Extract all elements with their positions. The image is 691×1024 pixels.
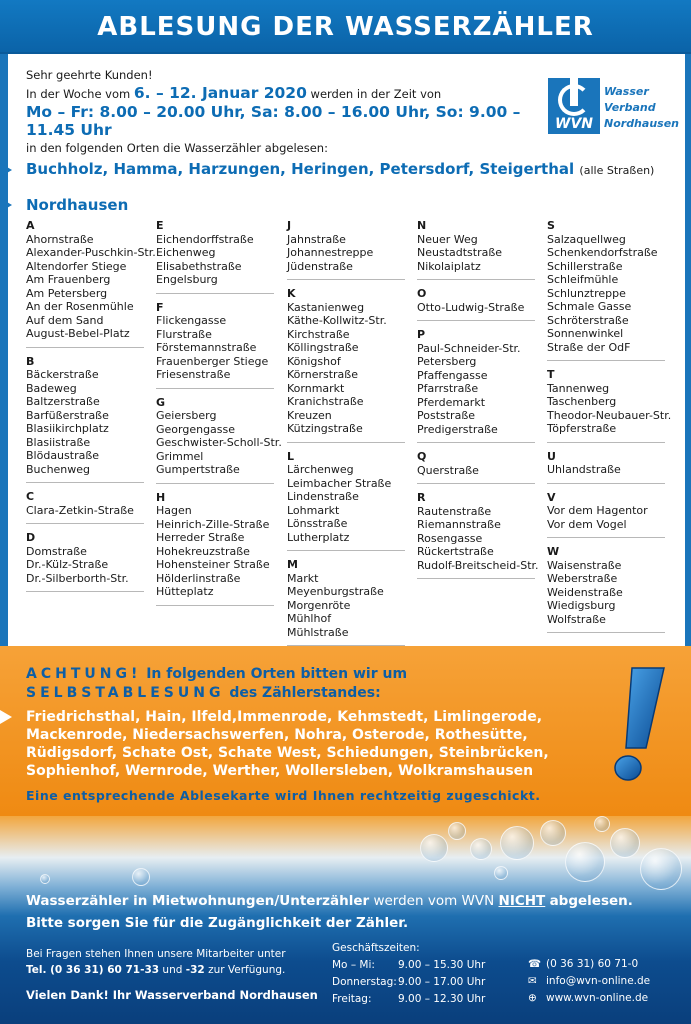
street-name: Förstemannstraße bbox=[156, 341, 257, 354]
street-name: August-Bebel-Platz bbox=[26, 327, 130, 340]
street-name: Dr.-Külz-Straße bbox=[26, 558, 109, 571]
street-name: Petersberg bbox=[417, 355, 477, 368]
street-name: Lohmarkt bbox=[287, 503, 340, 517]
street-name: Schillerstraße bbox=[547, 259, 623, 273]
group-letter: K bbox=[287, 287, 296, 300]
street-name: Flurstraße bbox=[156, 327, 212, 341]
street-name: Salzaquellweg bbox=[547, 232, 626, 246]
office-hours: Geschäftszeiten: Mo – Mi: 9.00 – 15.30 Uhr Donnerstag:9.00 – 17.00 Uhr Freitag: 9.00 – 12.30 Uhr bbox=[332, 942, 486, 1005]
street-name: Elisabethstraße bbox=[156, 259, 242, 273]
street-name: Pfaffengasse bbox=[417, 368, 488, 382]
street-group bbox=[417, 328, 535, 443]
street-name: Königshof bbox=[287, 354, 341, 368]
street-name: Riemannstraße bbox=[417, 518, 501, 531]
street-column-2 bbox=[156, 219, 282, 613]
header-banner bbox=[0, 0, 691, 54]
group-letter: E bbox=[156, 219, 164, 232]
street-group bbox=[417, 287, 535, 321]
street-name: Schenkendorfstraße bbox=[547, 246, 658, 259]
street-name: Altendorfer Stiege bbox=[26, 259, 127, 273]
street-name: Rautenstraße bbox=[417, 504, 492, 518]
street-name: Markt bbox=[287, 571, 319, 585]
street-name: Pferdemarkt bbox=[417, 395, 486, 409]
street-name: Hohensteiner Straße bbox=[156, 558, 270, 571]
street-name: Kastanienweg bbox=[287, 300, 365, 314]
street-name: Köllingstraße bbox=[287, 341, 359, 354]
group-letter: Q bbox=[417, 450, 427, 463]
access-notice: Bitte sorgen Sie für die Zugänglichkeit der Zähler. bbox=[26, 915, 409, 931]
greeting: Sehr geehrte Kunden! bbox=[26, 68, 153, 82]
street-name: Weidenstraße bbox=[547, 585, 623, 599]
group-letter: B bbox=[26, 354, 35, 368]
meter-notice: Wasserzähler in Mietwohnungen/Unterzähler werden vom WVN NICHT abgelesen. bbox=[26, 893, 633, 909]
street-name: Kützingstraße bbox=[287, 422, 363, 435]
email-link[interactable]: info@wvn-online.de bbox=[546, 975, 651, 987]
street-name: Barfüßerstraße bbox=[26, 408, 109, 422]
questions-text: Bei Fragen stehen Ihnen unsere Mitarbeiter unter Tel. (0 36 31) 60 71-33 und -32 zur Verfügung. bbox=[26, 948, 286, 976]
group-letter: U bbox=[547, 449, 556, 463]
street-name: Mühlhof bbox=[287, 612, 332, 625]
street-name: Rückertstraße bbox=[417, 545, 494, 558]
contact-info bbox=[528, 956, 650, 1007]
street-name: Eichendorffstraße bbox=[156, 232, 254, 246]
self-reading-towns: Friedrichsthal, Hain, Ilfeld,Immenrode, Kehmstedt, Limlingerode, Mackenrode, Niedersachswerfen, Nohra, Osterode, Rothesütte, Rüdigsdorf, Schate Ost, Schate West, Schiedungen, Steinbrücken, Sophienhof, Wernrode, Werther, Wollersleben, Wolkramshausen bbox=[26, 709, 549, 779]
frame-right-border bbox=[685, 54, 691, 654]
street-group bbox=[287, 287, 405, 443]
street-name: Am Frauenberg bbox=[26, 273, 111, 286]
attention-heading-1: ACHTUNG! In folgenden Orten bitten wir um bbox=[26, 666, 408, 682]
attention-heading-2: SELBSTABLESUNG des Zählerstandes: bbox=[26, 685, 381, 701]
street-name: Schleifmühle bbox=[547, 273, 619, 286]
street-name: Hölderlinstraße bbox=[156, 571, 241, 585]
logo-text: Wasser Verband Nordhausen bbox=[604, 85, 679, 130]
street-group bbox=[287, 558, 405, 646]
group-letter: G bbox=[156, 395, 166, 409]
street-name: Tannenweg bbox=[547, 381, 610, 395]
street-name: Töpferstraße bbox=[547, 422, 617, 435]
group-letter: C bbox=[26, 490, 35, 503]
group-letter: L bbox=[287, 449, 295, 463]
street-group bbox=[417, 450, 535, 484]
street-name: Hohekreuzstraße bbox=[156, 544, 250, 558]
street-name: Gumpertstraße bbox=[156, 463, 240, 476]
street-name: Grimmel bbox=[156, 449, 204, 463]
street-group bbox=[26, 355, 144, 484]
reading-times: Mo – Fr: 8.00 – 20.00 Uhr, Sa: 8.00 – 16.00 Uhr, So: 9.00 – 11.45 Uhr bbox=[26, 103, 521, 139]
street-group bbox=[156, 219, 274, 294]
street-name: Johannestreppe bbox=[287, 246, 374, 259]
street-name: Weberstraße bbox=[547, 572, 618, 585]
street-name: Predigerstraße bbox=[417, 422, 498, 436]
card-note: Eine entsprechende Ablesekarte wird Ihnen rechtzeitig zugeschickt. bbox=[26, 788, 541, 803]
street-name: Heinrich-Zille-Straße bbox=[156, 517, 270, 531]
street-name: Vor dem Vogel bbox=[547, 517, 627, 531]
street-column-3 bbox=[287, 219, 405, 653]
intro-text bbox=[26, 66, 546, 157]
frame-left-border bbox=[0, 54, 8, 654]
street-name: Ahornstraße bbox=[26, 232, 94, 246]
street-name: Leimbacher Straße bbox=[287, 476, 392, 490]
street-name: Alexander-Puschkin-Str. bbox=[26, 246, 156, 259]
street-name: Uhlandstraße bbox=[547, 463, 621, 476]
arrow-marker-icon bbox=[0, 163, 12, 177]
street-column-5 bbox=[547, 219, 672, 640]
street-group bbox=[547, 545, 665, 633]
group-letter: D bbox=[26, 531, 36, 544]
week-dates: 6. – 12. Januar 2020 bbox=[133, 84, 307, 102]
street-name: Wolfstraße bbox=[547, 612, 606, 626]
street-group bbox=[287, 219, 405, 280]
arrow-marker-icon bbox=[0, 710, 12, 724]
street-name: Lutherplatz bbox=[287, 530, 350, 544]
city-title: Nordhausen bbox=[26, 196, 129, 214]
exclamation-icon bbox=[602, 664, 672, 784]
group-letter: R bbox=[417, 491, 426, 504]
street-name: Am Petersberg bbox=[26, 286, 108, 300]
street-name: Clara-Zetkin-Straße bbox=[26, 503, 134, 517]
street-name: Meyenburgstraße bbox=[287, 585, 384, 598]
street-name: Engelsburg bbox=[156, 273, 218, 286]
street-group bbox=[26, 490, 144, 524]
street-name: Blasiistraße bbox=[26, 435, 91, 449]
phone-number: (0 36 31) 60 71-0 bbox=[546, 958, 639, 970]
street-group bbox=[26, 531, 144, 592]
street-name: Sonnenwinkel bbox=[547, 327, 624, 340]
street-name: Neustadtstraße bbox=[417, 246, 503, 259]
street-name: Blasiikirchplatz bbox=[26, 422, 109, 435]
street-name: Lönsstraße bbox=[287, 517, 348, 530]
street-column-1 bbox=[26, 219, 156, 599]
street-group bbox=[156, 491, 274, 606]
street-name: An der Rosenmühle bbox=[26, 300, 134, 313]
wvn-logo bbox=[548, 78, 678, 138]
group-letter: V bbox=[547, 490, 556, 504]
street-name: Lindenstraße bbox=[287, 490, 359, 503]
group-letter: J bbox=[287, 219, 292, 232]
thanks-text: Vielen Dank! Ihr Wasserverband Nordhausen bbox=[26, 988, 318, 1002]
logo-mark: WVN bbox=[548, 78, 600, 134]
street-name: Theodor-Neubauer-Str. bbox=[547, 408, 672, 422]
street-name: Neuer Weg bbox=[417, 232, 478, 246]
group-letter: M bbox=[287, 558, 298, 571]
street-name: Badeweg bbox=[26, 381, 77, 395]
street-name: Schlunztreppe bbox=[547, 286, 626, 300]
street-name: Jahnstraße bbox=[287, 232, 346, 246]
web-icon: ⊕ bbox=[528, 992, 537, 1004]
street-name: Wiedigsburg bbox=[547, 599, 616, 612]
intro-line3: in den folgenden Orten die Wasserzähler abgelesen: bbox=[26, 141, 328, 155]
street-name: Georgengasse bbox=[156, 422, 236, 436]
page-title: ABLESUNG DER WASSERZÄHLER bbox=[97, 12, 594, 42]
street-name: Hütteplatz bbox=[156, 585, 214, 598]
phone-icon: ☎ bbox=[528, 958, 542, 970]
street-group bbox=[547, 219, 665, 361]
street-name: Geschwister-Scholl-Str. bbox=[156, 436, 282, 449]
street-name: Buchenweg bbox=[26, 462, 91, 476]
street-name: Dr.-Silberborth-Str. bbox=[26, 571, 129, 585]
street-name: Schmale Gasse bbox=[547, 300, 632, 313]
group-letter: N bbox=[417, 219, 427, 232]
street-name: Jüdenstraße bbox=[287, 259, 353, 273]
street-name: Friesenstraße bbox=[156, 368, 231, 381]
street-name: Rosengasse bbox=[417, 531, 483, 545]
street-name: Paul-Schneider-Str. bbox=[417, 341, 521, 355]
street-name: Herreder Straße bbox=[156, 531, 245, 544]
week-line: In der Woche vom 6. – 12. Januar 2020 werden in der Zeit von bbox=[26, 84, 442, 102]
towns-all-streets: Buchholz, Hamma, Harzungen, Heringen, Petersdorf, Steigerthal (alle Straßen) bbox=[26, 160, 655, 178]
street-name: Kirchstraße bbox=[287, 327, 350, 341]
street-group bbox=[547, 491, 665, 539]
email-icon: ✉ bbox=[528, 975, 537, 987]
group-letter: P bbox=[417, 328, 426, 341]
arrow-marker-icon bbox=[0, 198, 12, 212]
street-name: Taschenberg bbox=[547, 395, 617, 408]
group-letter: A bbox=[26, 219, 35, 232]
street-name: Schröterstraße bbox=[547, 313, 629, 327]
street-name: Lärchenweg bbox=[287, 463, 354, 476]
street-name: Nikolaiplatz bbox=[417, 259, 481, 273]
group-letter: F bbox=[156, 300, 164, 314]
street-name: Kornmarkt bbox=[287, 381, 345, 395]
street-name: Käthe-Kollwitz-Str. bbox=[287, 314, 387, 327]
street-name: Rudolf-Breitscheid-Str. bbox=[417, 558, 539, 572]
street-name: Blödaustraße bbox=[26, 449, 100, 462]
street-group bbox=[547, 450, 665, 484]
group-letter: T bbox=[547, 368, 555, 381]
street-name: Kranichstraße bbox=[287, 395, 364, 408]
street-name: Baltzerstraße bbox=[26, 395, 100, 408]
web-link[interactable]: www.wvn-online.de bbox=[546, 992, 649, 1004]
street-group bbox=[547, 368, 672, 443]
street-group bbox=[417, 491, 539, 579]
street-group bbox=[156, 395, 282, 484]
street-name: Poststraße bbox=[417, 409, 476, 422]
street-name: Mühlstraße bbox=[287, 625, 349, 639]
group-letter: W bbox=[547, 545, 560, 558]
street-name: Frauenberger Stiege bbox=[156, 354, 269, 368]
street-name: Auf dem Sand bbox=[26, 313, 104, 327]
street-group bbox=[417, 219, 535, 280]
street-name: Otto-Ludwig-Straße bbox=[417, 300, 525, 314]
street-column-4 bbox=[417, 219, 539, 586]
street-name: Kreuzen bbox=[287, 408, 332, 422]
street-name: Pfarrstraße bbox=[417, 382, 479, 395]
street-name: Hagen bbox=[156, 504, 192, 517]
group-letter: S bbox=[547, 219, 555, 232]
street-name: Domstraße bbox=[26, 544, 87, 558]
street-name: Körnerstraße bbox=[287, 368, 358, 381]
street-group bbox=[156, 301, 274, 389]
street-name: Eichenweg bbox=[156, 246, 216, 259]
street-name: Querstraße bbox=[417, 463, 479, 477]
street-name: Vor dem Hagentor bbox=[547, 504, 648, 517]
street-group bbox=[287, 450, 405, 552]
street-name: Straße der OdF bbox=[547, 340, 631, 354]
street-group bbox=[26, 219, 156, 348]
street-name: Bäckerstraße bbox=[26, 368, 99, 381]
group-letter: O bbox=[417, 287, 427, 300]
street-name: Geiersberg bbox=[156, 409, 217, 422]
group-letter: H bbox=[156, 490, 166, 504]
street-name: Waisenstraße bbox=[547, 558, 622, 572]
street-name: Flickengasse bbox=[156, 314, 227, 327]
street-name: Morgenröte bbox=[287, 598, 351, 612]
